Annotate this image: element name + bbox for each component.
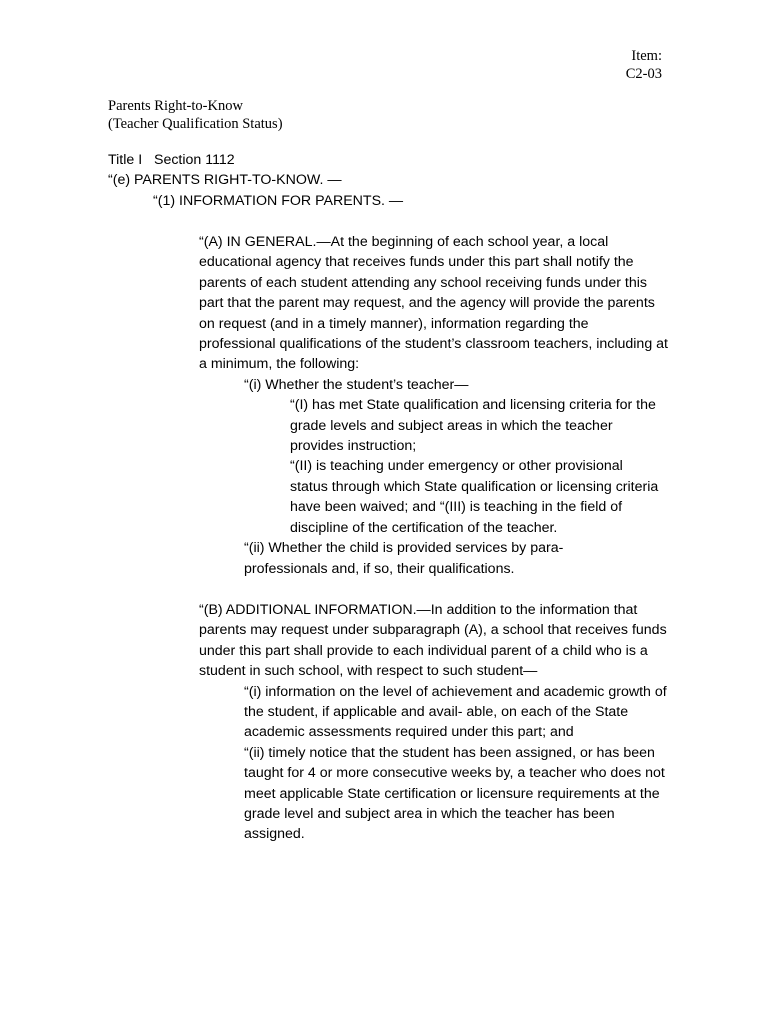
section-a-intro: “(A) IN GENERAL.—At the beginning of each school year, a local educational agency that receives funds under this part shall notify the parents of each student attending any school receiving funds under this part that the parent may request, and the agency will provide the parents on request (and in a timely manner), information regarding the professional qualifications of the student’s classroom teachers, including at a minimum, the following: (199, 234, 668, 373)
statute-reference (108, 150, 403, 211)
section-a-item-i-II: “(II) is teaching under emergency or other provisional status through which State qualification or licensing criteria have been waived; and “(III) is teaching in the field of discipline of the certification of the teacher. (290, 458, 659, 536)
subsection-1-heading: “(1) INFORMATION FOR PARENTS. — (153, 192, 404, 209)
section-a-item-i-I: “(I) has met State qualification and licensing criteria for the grade levels and subject areas in which the teacher provides instruction; (290, 397, 656, 455)
heading-subtitle: (Teacher Qualification Status) (108, 116, 283, 132)
item-code: C2-03 (625, 66, 662, 82)
section-a-item-ii: “(ii) Whether the child is provided services by para-professionals and, if so, their qualifications. (244, 540, 564, 577)
document-heading (108, 97, 283, 133)
item-reference (626, 47, 662, 83)
subsection-e-heading: “(e) PARENTS RIGHT-TO-KNOW. — (108, 172, 342, 189)
item-label: Item: (631, 48, 662, 64)
title-section-line: Title I Section 1112 (108, 152, 235, 168)
heading-title: Parents Right-to-Know (108, 98, 243, 114)
section-b-intro: “(B) ADDITIONAL INFORMATION.—In addition to the information that parents may request under subparagraph (A), a school that receives funds under this part shall provide to each individual parent of a child who is a student in such school, with respect to such student— (199, 602, 667, 680)
section-a-general (199, 232, 669, 579)
section-a-item-i: “(i) Whether the student’s teacher— (244, 376, 469, 393)
section-b-additional (199, 600, 669, 845)
section-b-item-i: “(i) information on the level of achievement and academic growth of the student, if applicable and avail- able, on each of the State academic assessments required under this part; and (244, 683, 667, 741)
section-b-item-ii: “(ii) timely notice that the student has been assigned, or has been taught for 4 or more consecutive weeks by, a teacher who does not meet applicable State certification or licensure requirements at the grade level and subject area in which the teacher has been assigned. (244, 744, 665, 843)
